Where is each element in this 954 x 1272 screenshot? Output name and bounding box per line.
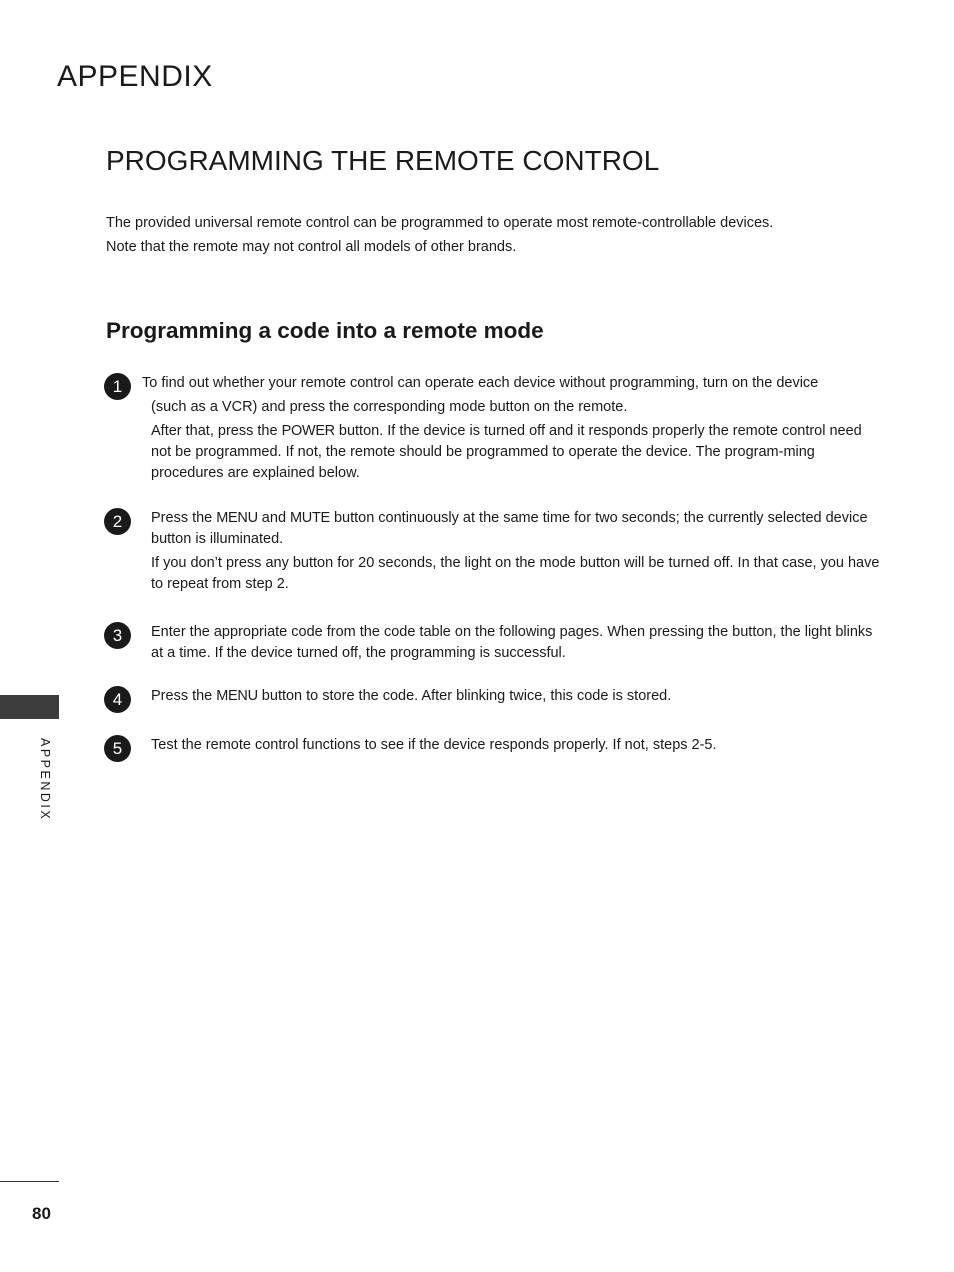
step-text-part: Press the [151, 688, 217, 704]
step-body [151, 735, 881, 759]
step-text [151, 421, 881, 484]
page-number: 80 [32, 1204, 51, 1223]
step-body [151, 686, 881, 710]
step-text [151, 686, 881, 707]
footer-divider [0, 1181, 59, 1182]
step-text-part: After that, press the [151, 423, 282, 439]
step-number-badge: 4 [104, 686, 131, 713]
step-text-part: button to store the code. After blinking twice, this code is stored. [257, 688, 672, 704]
section-header: APPENDIX [57, 60, 213, 93]
step-text [151, 508, 881, 550]
side-section-label: APPENDIX [38, 738, 52, 822]
step-number-badge: 2 [104, 508, 131, 535]
step-text: (such as a VCR) and press the corresponding mode button on the remote. [151, 399, 628, 415]
intro-line: The provided universal remote control can be programmed to operate most remote-controllable devices. [106, 215, 774, 231]
step-text: Enter the appropriate code from the code table on the following pages. When pressing the button, the light blinks at a time. If the device turned off, the programming is successful. [151, 624, 873, 661]
step-text-part: button. If the device is turned off and it responds properly the remote control need not be programmed. If not, the remote should be programmed to operate the device. The program-ming procedures are explained below. [151, 423, 862, 481]
step-body [142, 373, 881, 487]
intro-line: Note that the remote may not control all models of other brands. [106, 239, 517, 255]
key-name: POWER [281, 423, 335, 439]
step-number-badge: 5 [104, 735, 131, 762]
key-name: MENU [216, 510, 258, 526]
step-text-part: and [257, 510, 291, 526]
step-text: Test the remote control functions to see if the device responds properly. If not, steps 2-5. [151, 737, 717, 753]
step-body [151, 508, 881, 598]
step-text: To find out whether your remote control can operate each device without programming, turn on the device [142, 375, 819, 391]
step-text-part: Press the [151, 510, 217, 526]
key-name: MUTE [290, 510, 330, 526]
step-number-badge: 3 [104, 622, 131, 649]
key-name: MENU [216, 688, 258, 704]
subheading: Programming a code into a remote mode [106, 318, 544, 343]
intro-text [106, 211, 866, 259]
step-text-part: button continuously at the same time for two seconds; the currently selected device button is illuminated. [151, 510, 868, 547]
step-body [151, 622, 881, 667]
side-tab-marker [0, 695, 59, 719]
page-title: PROGRAMMING THE REMOTE CONTROL [106, 145, 660, 176]
step-text: If you don’t press any button for 20 seconds, the light on the mode button will be turned off. In that case, you have to repeat from step 2. [151, 555, 880, 592]
step-number-badge: 1 [104, 373, 131, 400]
